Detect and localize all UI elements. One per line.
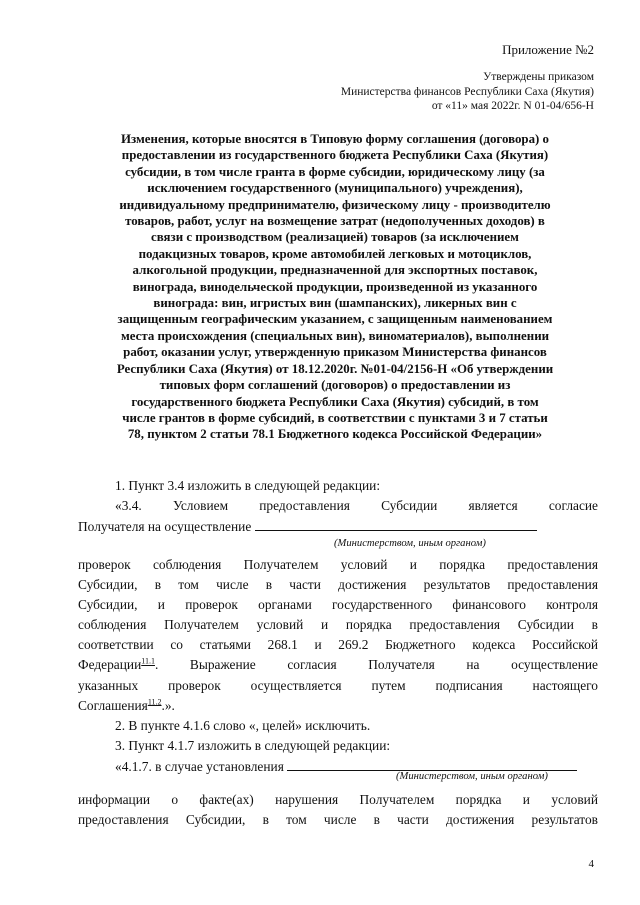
paragraph-3-text: .». xyxy=(161,697,175,713)
paragraph-3-line: проверок соблюдения Получателем условий и порядка предоставления xyxy=(78,557,598,572)
title-line: работ, оказании услуг, утвержденную приказом Министерства финансов xyxy=(123,345,547,360)
paragraph-7-line: информации о факте(ах) нарушения Получателем порядка и условий xyxy=(78,792,598,807)
paragraph-3-text: Федерации xyxy=(78,657,142,673)
title-line: места происхождения (специальных вин), виноматериалов), выполнении xyxy=(120,328,550,343)
footnote-ref[interactable]: 11.2 xyxy=(147,697,162,707)
paragraph-3-line: указанных проверок осуществляется путем подписания настоящего xyxy=(78,677,598,693)
footnote-hint-2: (Министерством, иным органом) xyxy=(396,771,548,782)
body-section-1 xyxy=(78,476,598,537)
paragraph-2-line-2 xyxy=(78,516,598,537)
paragraph-3-line: соблюдения Получателем условий и порядка предоставления Субсидии в xyxy=(78,617,598,633)
approval-line: Утверждены приказом xyxy=(483,71,594,83)
title-line: Изменения, которые вносятся в Типовую форму соглашения (договора) о xyxy=(121,132,549,146)
blank-line xyxy=(255,516,537,531)
title-line: государственного бюджета Республики Саха (Якутия) субсидий, в том xyxy=(131,394,539,409)
title-line: типовых форм соглашений (договоров) о предоставлении из xyxy=(159,378,511,393)
title-line: подакцизных товаров, кроме автомобилей легковых и мотоциклов, xyxy=(138,246,532,261)
footnote-ref[interactable]: 11.1 xyxy=(141,657,155,666)
title-line: исключением государственного (муниципального) учреждения), xyxy=(147,181,523,196)
title-line: числе грантов в форме субсидий, в соответствии с пунктами 3 и 7 статьи xyxy=(122,410,548,425)
paragraph-1: 1. Пункт 3.4 изложить в следующей редакции: xyxy=(115,478,381,493)
footnote-hint-1: (Министерством, иным органом) xyxy=(334,538,486,549)
paragraph-3-text: . Выражение согласия Получателя на осуществление xyxy=(154,657,598,673)
title-line: Республики Саха (Якутия) от 18.12.2020г. №01-04/2156-Н «Об утверждении xyxy=(116,361,554,376)
document-title xyxy=(72,131,598,443)
title-line: субсидии, в том числе гранта в форме субсидии, юридическому лицу (за xyxy=(125,164,545,179)
paragraph-7-line: предоставления Субсидии, в том числе в части достижения результатов xyxy=(78,812,598,828)
attachment-label: Приложение №2 xyxy=(502,42,594,57)
title-line: винограда, винодельческой продукции, произведенной из указанного xyxy=(132,279,538,294)
paragraph-3-line: Субсидии, в том числе в части достижения результатов предоставления xyxy=(78,577,598,593)
title-line: товаров, работ, услуг на возмещение затрат (недополученных доходов) в xyxy=(125,214,545,229)
body-section-3 xyxy=(78,790,598,830)
blank-line xyxy=(287,756,577,771)
approval-block xyxy=(341,70,594,114)
title-line: связи с производством (реализацией) товаров (за исключением xyxy=(151,230,519,245)
paragraph-3-line: соответствии со статьями 268.1 и 269.2 Бюджетного кодекса Российской xyxy=(78,637,598,653)
body-section-2 xyxy=(78,555,598,777)
paragraph-3-line: Субсидии, и проверок органами государственного финансового контроля xyxy=(78,597,598,613)
paragraph-2-text: Получателя на осуществление xyxy=(78,519,252,535)
paragraph-3-line xyxy=(78,655,598,675)
page-number: 4 xyxy=(588,858,594,870)
paragraph-4: 2. В пункте 4.1.6 слово «, целей» исключить. xyxy=(115,717,371,733)
title-line: предоставлении из государственного бюджета Республики Саха (Якутия) xyxy=(121,148,549,163)
approval-line: Министерства финансов Республики Саха (Якутия) xyxy=(340,85,594,98)
title-line: винограда: вин, игристых вин (шампанских), ликерных вин с xyxy=(153,296,517,311)
title-line: 78, пунктом 2 статьи 78.1 Бюджетного кодекса Российской Федерации» xyxy=(127,427,543,442)
paragraph-3-text: Соглашения xyxy=(78,697,148,713)
paragraph-6-text: «4.1.7. в случае установления xyxy=(115,758,284,774)
paragraph-3-line xyxy=(78,696,598,716)
title-line: защищенным географическим указанием, с защищенным наименованием xyxy=(117,312,553,327)
title-line: алкогольной продукции, предназначенной для экспортных поставок, xyxy=(132,263,538,278)
title-line: индивидуальному предпринимателю, физическому лицу - производителю xyxy=(119,197,551,212)
paragraph-2-line-1: «3.4. Условием предоставления Субсидии является согласие xyxy=(115,498,598,514)
paragraph-5: 3. Пункт 4.1.7 изложить в следующей редакции: xyxy=(115,737,391,753)
approval-line: от «11» мая 2022г. N 01-04/656-Н xyxy=(431,100,594,112)
